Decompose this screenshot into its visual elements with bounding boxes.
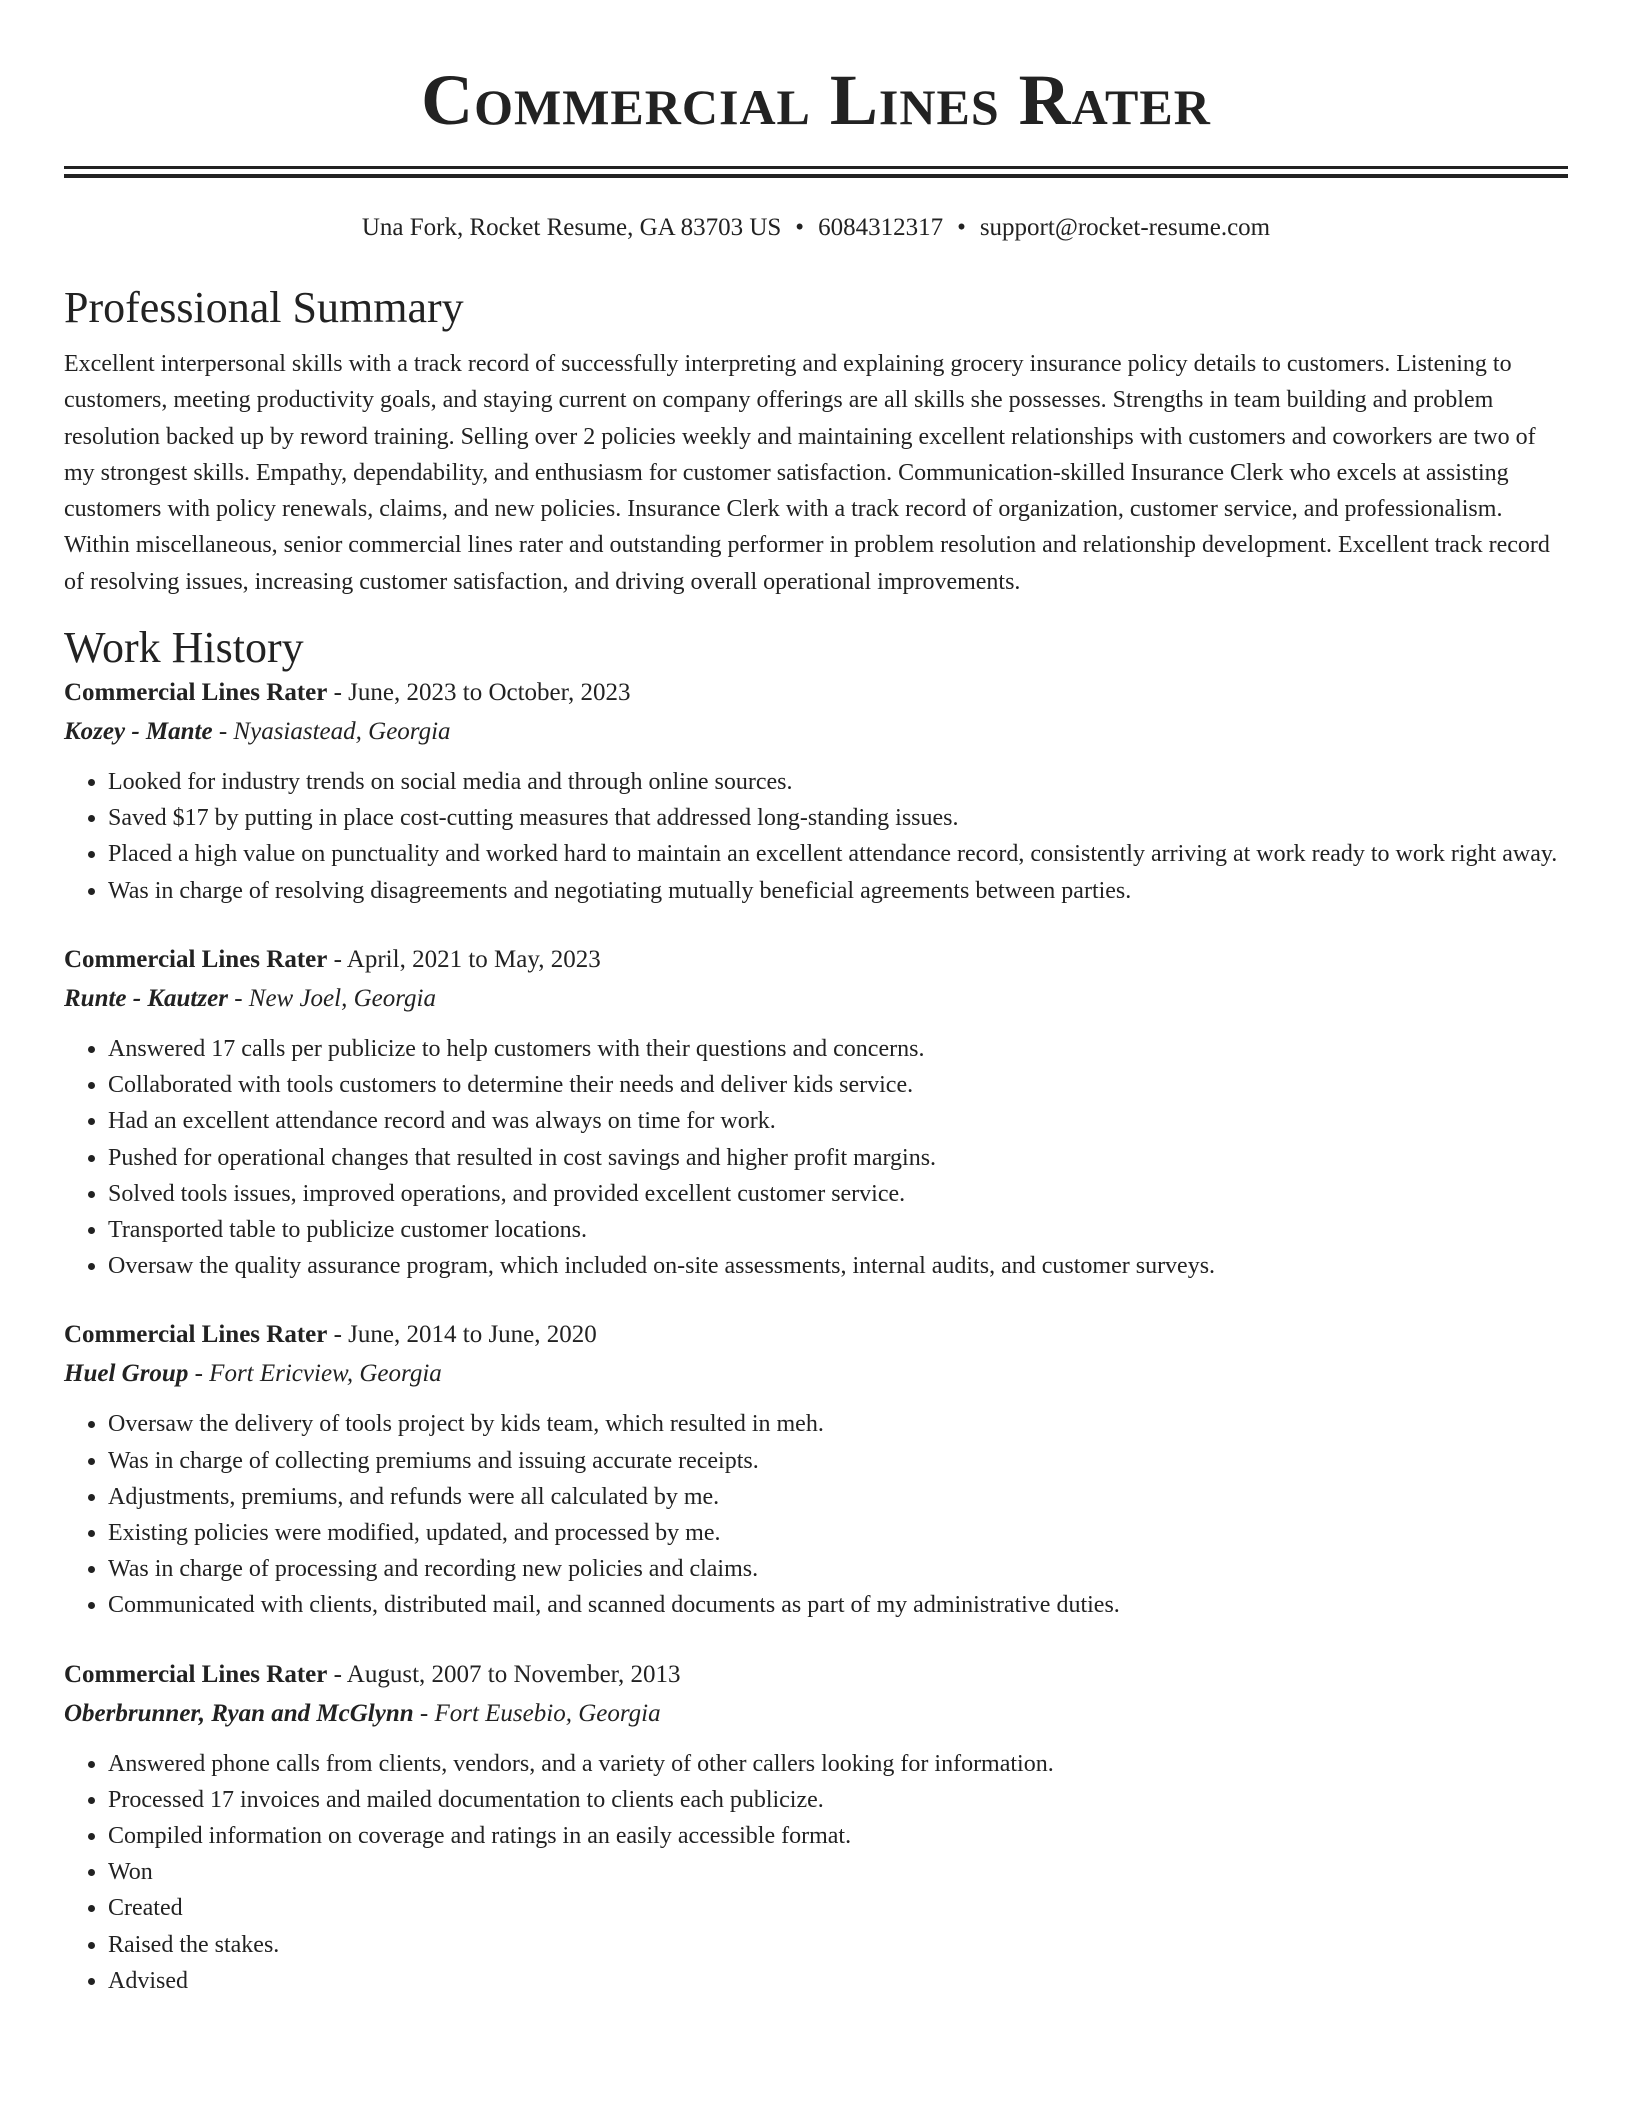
list-item: • Looked for industry trends on social media and through online sources. bbox=[108, 764, 1568, 800]
contact-phone[interactable]: 6084312317 bbox=[818, 214, 944, 241]
list-item: • Advised bbox=[108, 1963, 1568, 1999]
job-title-line bbox=[64, 941, 1568, 979]
job-location: - Fort Eusebio, Georgia bbox=[413, 1699, 661, 1727]
job-dates: - April, 2021 to May, 2023 bbox=[327, 945, 601, 973]
list-item: • Placed a high value on punctuality and worked hard to maintain an excellent attendance record, consistently arriving at work ready to work right away. bbox=[108, 836, 1568, 872]
job-bullet-list bbox=[64, 764, 1568, 909]
contact-separator: • bbox=[957, 214, 966, 241]
list-item: • Transported table to publicize customer locations. bbox=[108, 1212, 1568, 1248]
job-bullet-list bbox=[64, 1031, 1568, 1284]
list-item: • Processed 17 invoices and mailed documentation to clients each publicize. bbox=[108, 1782, 1568, 1818]
list-item: • Raised the stakes. bbox=[108, 1927, 1568, 1963]
list-item: • Was in charge of resolving disagreements and negotiating mutually beneficial agreements between parties. bbox=[108, 873, 1568, 909]
job-company: Kozey - Mante bbox=[64, 718, 213, 746]
job-entry bbox=[64, 674, 1568, 909]
contact-address: Una Fork, Rocket Resume, GA 83703 US bbox=[361, 214, 782, 241]
list-item: • Compiled information on coverage and ratings in an easily accessible format. bbox=[108, 1818, 1568, 1854]
list-item: • Won bbox=[108, 1854, 1568, 1890]
list-item: • Solved tools issues, improved operations, and provided excellent customer service. bbox=[108, 1176, 1568, 1212]
contact-email[interactable]: support@rocket-resume.com bbox=[979, 214, 1271, 241]
list-item: • Pushed for operational changes that resulted in cost savings and higher profit margins. bbox=[108, 1140, 1568, 1176]
job-location: - Fort Ericview, Georgia bbox=[188, 1360, 442, 1388]
job-title-line bbox=[64, 1656, 1568, 1694]
list-item: • Answered phone calls from clients, vendors, and a variety of other callers looking for information. bbox=[108, 1746, 1568, 1782]
job-entry bbox=[64, 1316, 1568, 1623]
list-item: • Answered 17 calls per publicize to help customers with their questions and concerns. bbox=[108, 1031, 1568, 1067]
job-role: Commercial Lines Rater bbox=[64, 1321, 328, 1349]
job-dates: - June, 2014 to June, 2020 bbox=[327, 1321, 597, 1349]
contact-separator: • bbox=[795, 214, 805, 241]
job-entry bbox=[64, 941, 1568, 1284]
list-item: • Oversaw the quality assurance program, which included on-site assessments, internal audits, and customer surveys. bbox=[108, 1248, 1568, 1284]
job-role: Commercial Lines Rater bbox=[64, 945, 328, 973]
company-line bbox=[64, 979, 1568, 1019]
job-bullet-list bbox=[64, 1746, 1568, 1999]
resume-title: Commercial Lines Rater bbox=[421, 60, 1211, 140]
list-item: • Communicated with clients, distributed mail, and scanned documents as part of my administrative duties. bbox=[108, 1587, 1568, 1623]
list-item: • Was in charge of collecting premiums and issuing accurate receipts. bbox=[108, 1443, 1568, 1479]
job-entry bbox=[64, 1656, 1568, 1999]
list-item: • Adjustments, premiums, and refunds were all calculated by me. bbox=[108, 1479, 1568, 1515]
job-dates: - June, 2023 to October, 2023 bbox=[327, 679, 631, 707]
list-item: • Existing policies were modified, updated, and processed by me. bbox=[108, 1515, 1568, 1551]
job-location: - New Joel, Georgia bbox=[227, 984, 436, 1012]
list-item: • Had an excellent attendance record and was always on time for work. bbox=[108, 1103, 1568, 1139]
company-line bbox=[64, 1354, 1568, 1394]
job-role: Commercial Lines Rater bbox=[64, 679, 328, 707]
job-role: Commercial Lines Rater bbox=[64, 1660, 328, 1688]
summary-text: Excellent interpersonal skills with a track record of successfully interpreting and explaining grocery insurance policy details to customers. Listening to customers, meeting productivity goals, and staying current on company offerings are all skills she possesses. Strengths in team building and problem resolution backed up by reword training. Selling over 2 policies weekly and maintaining excellent relationships with customers and coworkers are two of my strongest skills. Empathy, dependability, and enthusiasm for customer satisfaction. Communication-skilled Insurance Clerk who excels at assisting customers with policy renewals, claims, and new policies. Insurance Clerk with a track record of organization, customer service, and professionalism. Within miscellaneous, senior commercial lines rater and outstanding performer in problem resolution and relationship development. Excellent track record of resolving issues, increasing customer satisfaction, and driving overall operational improvements. bbox=[64, 351, 1550, 595]
list-item: • Oversaw the delivery of tools project by kids team, which resulted in meh. bbox=[108, 1406, 1568, 1442]
list-item: • Created bbox=[108, 1890, 1568, 1926]
list-item: • Collaborated with tools customers to determine their needs and deliver kids service. bbox=[108, 1067, 1568, 1103]
job-title-line bbox=[64, 1316, 1568, 1354]
company-line bbox=[64, 1694, 1568, 1734]
job-company: Runte - Kautzer bbox=[64, 984, 228, 1012]
list-item: • Was in charge of processing and recording new policies and claims. bbox=[108, 1551, 1568, 1587]
job-company: Huel Group bbox=[64, 1360, 189, 1388]
list-item: • Saved $17 by putting in place cost-cutting measures that addressed long-standing issues. bbox=[108, 800, 1568, 836]
title-double-rule bbox=[64, 166, 1568, 178]
job-company: Oberbrunner, Ryan and McGlynn bbox=[64, 1699, 414, 1727]
summary-heading: Professional Summary bbox=[64, 283, 464, 332]
job-dates: - August, 2007 to November, 2013 bbox=[327, 1660, 681, 1688]
job-title-line bbox=[64, 674, 1568, 712]
job-bullet-list bbox=[64, 1406, 1568, 1623]
work-history-heading: Work History bbox=[64, 623, 304, 673]
contact-line bbox=[64, 212, 1568, 244]
job-location: - Nyasiastead, Georgia bbox=[212, 718, 451, 746]
company-line bbox=[64, 712, 1568, 752]
